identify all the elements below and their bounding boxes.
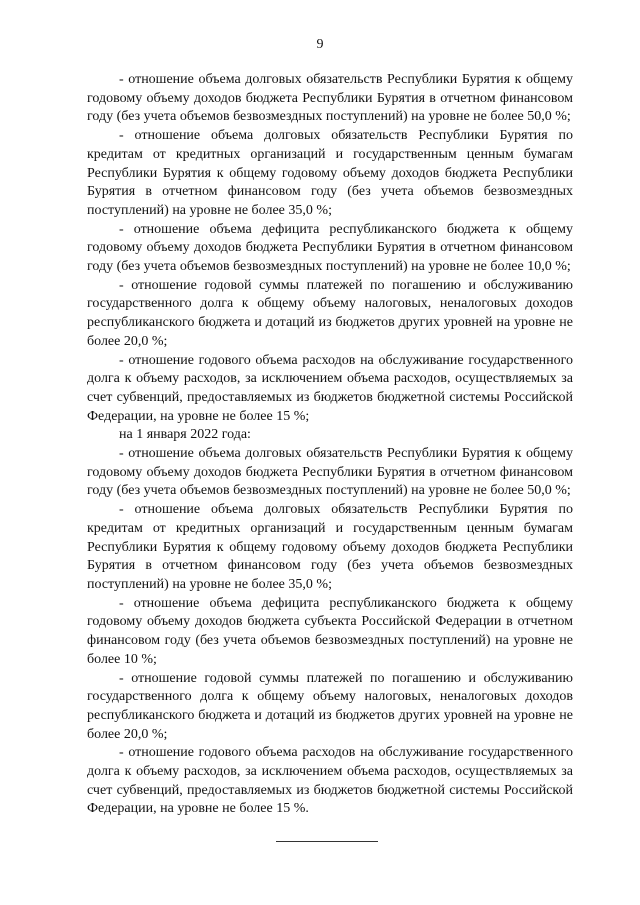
paragraph-debt-ratio-total: - отношение объема долговых обязательств Республики Бурятия к общему годовому объему доходов бюджета Республики Бурятия в отчетном финансовом году (без учета объемов безвозмездных поступлений) на уровне не более 50,0 %; xyxy=(87,72,573,125)
page-number: 9 xyxy=(316,37,324,52)
paragraph-payments-ratio: - отношение годовой суммы платежей по погашению и обслуживанию государственного долга к общему объему налоговых, неналоговых доходов республиканского бюджета и дотаций из бюджетов других уровней на уровне не более 20,0 %; xyxy=(87,277,573,349)
paragraph-debt-ratio-credit-2022: - отношение объема долговых обязательств Республики Бурятия по кредитам от кредитных организаций и государственным ценным бумагам Республики Бурятия к общему годовому объему доходов бюджета Республики Бурятия в отчетном финансовом году (без учета объемов безвозмездных поступлений) на уровне не более 35,0 %; xyxy=(87,502,573,592)
document-body xyxy=(87,71,573,819)
paragraph-deficit-ratio: - отношение объема дефицита республиканского бюджета к общему годовому объему доходов бюджета Республики Бурятия в отчетном финансовом году (без учета объемов безвозмездных поступлений) на уровне не более 10,0 %; xyxy=(87,221,573,275)
paragraph-date-heading: на 1 января 2022 года: xyxy=(119,427,251,443)
paragraph-servicing-ratio-2022: - отношение годового объема расходов на обслуживание государственного долга к объему расходов, за исключением объема расходов, осуществляемых за счет субвенций, предоставляемых из бюджетов бюджетной системы Российской Федерации, на уровне не более 15 %. xyxy=(87,745,573,817)
end-divider xyxy=(276,841,378,842)
paragraph-deficit-ratio-2022: - отношение объема дефицита республиканского бюджета к общему годовому объему доходов бюджета субъекта Российской Федерации в отчетном финансовом году (без учета объемов безвозмездных поступлений) на уровне не более 10 %; xyxy=(87,595,573,667)
paragraph-payments-ratio-2022: - отношение годовой суммы платежей по погашению и обслуживанию государственного долга к общему объему налоговых, неналоговых доходов республиканского бюджета и дотаций из бюджетов других уровней на уровне не более 20,0 %; xyxy=(87,670,573,742)
paragraph-servicing-ratio: - отношение годового объема расходов на обслуживание государственного долга к объему расходов, за исключением объема расходов, осуществляемых за счет субвенций, предоставляемых из бюджетов бюджетной системы Российской Федерации, на уровне не более 15 %; xyxy=(87,352,573,424)
paragraph-debt-ratio-credit: - отношение объема долговых обязательств Республики Бурятия по кредитам от кредитных организаций и государственным ценным бумагам Республики Бурятия к общему годовому объему доходов бюджета Республики Бурятия в отчетном финансовом году (без учета объемов безвозмездных поступлений) на уровне не более 35,0 %; xyxy=(87,128,573,218)
paragraph-debt-ratio-total-2022: - отношение объема долговых обязательств Республики Бурятия к общему годовому объему доходов бюджета Республики Бурятия в отчетном финансовом году (без учета объемов безвозмездных поступлений) на уровне не более 50,0 %; xyxy=(87,446,573,499)
